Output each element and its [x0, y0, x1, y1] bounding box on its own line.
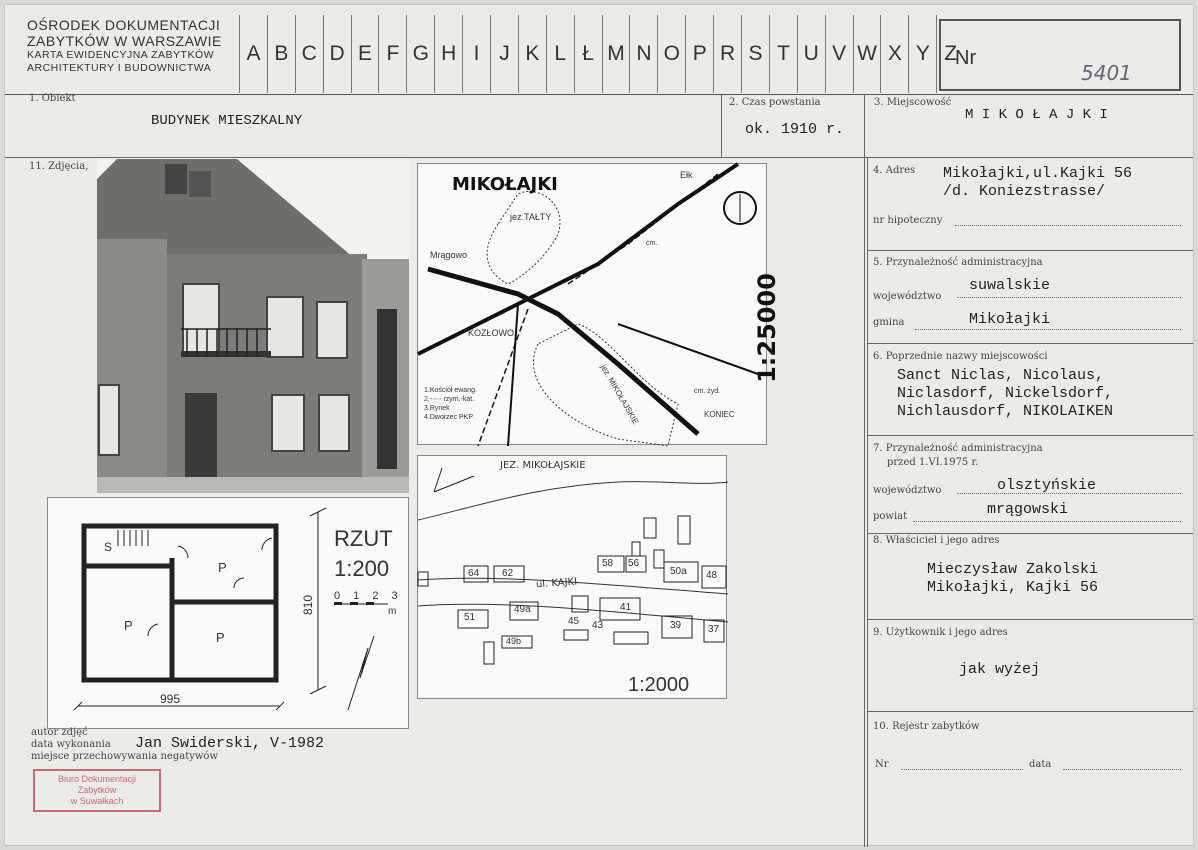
index-letter: M — [602, 15, 630, 93]
institution-block — [27, 17, 235, 75]
index-letters — [239, 15, 964, 93]
rejestr-nr-label: Nr — [875, 759, 889, 770]
wlasciciel-label: 8. Właściciel i jego adres — [873, 535, 1000, 546]
site-plan-scale: 1:2000 — [628, 674, 690, 696]
map-legend-4: 4.Dworzec PKP — [424, 414, 474, 421]
stamp-line-1: Biuro Dokumentacji Zabytków — [57, 774, 137, 795]
map-place-lake-talty: jez.TAŁTY — [510, 212, 552, 222]
czas-label: 2. Czas powstania — [729, 97, 821, 108]
house-51: 51 — [464, 612, 476, 623]
map-place-koniec: KONIEC — [704, 410, 735, 419]
site-plan — [417, 455, 727, 699]
index-letter: R — [713, 15, 741, 93]
miejscowosc-label: 3. Miejscowość — [874, 97, 952, 108]
town-map — [417, 163, 781, 445]
floorplan-scale: 1:200 — [334, 556, 390, 581]
house-49b: 49b — [506, 636, 522, 646]
wojewodztwo-label: województwo — [873, 291, 942, 302]
czas-value: ok. 1910 r. — [745, 121, 845, 138]
hipoteczny-label: nr hipoteczny — [873, 215, 943, 226]
powiat-value: mrągowski — [987, 501, 1069, 518]
house-50a: 50a — [670, 566, 687, 577]
index-letter: P — [685, 15, 713, 93]
index-letter: V — [825, 15, 853, 93]
map-place-kozlowo: KOZŁOWO — [468, 328, 515, 338]
poprzednie-line-1: Sanct Niclas, Nicolaus, — [897, 367, 1105, 384]
index-letter: U — [797, 15, 825, 93]
floorplan-unit: m — [388, 606, 397, 617]
institution-line-3: KARTA EWIDENCYJNA ZABYTKÓW — [27, 49, 215, 61]
house-41: 41 — [620, 602, 632, 613]
miejsce-label: miejsce przechowywania negatywów — [31, 751, 218, 762]
house-64: 64 — [468, 568, 480, 579]
house-62: 62 — [502, 568, 514, 579]
index-letter: O — [657, 15, 685, 93]
map-place-cm: cm. — [646, 240, 658, 247]
obiekt-label: 1. Obiekt — [29, 93, 76, 104]
index-letter: Ł — [574, 15, 602, 93]
map-legend — [424, 386, 477, 422]
map-title: MIKOŁAJKI — [452, 174, 558, 195]
map-legend-2: 2.-·-·- rzym.-kat. — [424, 396, 475, 403]
map-legend-3: 3.Rynek — [424, 405, 450, 412]
obiekt-value: BUDYNEK MIESZKALNY — [151, 113, 303, 129]
index-letter: D — [323, 15, 351, 93]
index-letter: I — [462, 15, 490, 93]
house-45: 45 — [568, 616, 580, 627]
index-letter: N — [629, 15, 657, 93]
room-label-1: P — [218, 560, 227, 575]
nr-box — [939, 19, 1181, 91]
floorplan-scalebar: 0 1 2 3 — [334, 590, 403, 602]
index-letter: Z — [936, 15, 964, 93]
uzytkownik-value: jak wyżej — [959, 661, 1041, 678]
index-letter: Y — [908, 15, 936, 93]
uzytkownik-label: 9. Użytkownik i jego adres — [873, 627, 1008, 638]
site-plan-lake: JEZ. MIKOŁAJSKIE — [500, 460, 586, 471]
index-letter: K — [518, 15, 546, 93]
index-letter: B — [267, 15, 295, 93]
institution-line-4: ARCHITEKTURY I BUDOWNICTWA — [27, 62, 212, 74]
wojewodztwo-value: suwalskie — [969, 277, 1051, 294]
map-scale: 1:25000 — [752, 273, 781, 383]
map-place-elk: Ełk — [680, 170, 693, 180]
autor-label: autor zdjęć — [31, 727, 88, 738]
house-43: 43 — [592, 620, 604, 631]
institution-line-2: ZABYTKÓW W WARSZAWIE — [27, 33, 222, 49]
rejestr-label: 10. Rejestr zabytków — [873, 721, 980, 732]
gmina-label: gmina — [873, 317, 905, 328]
room-label-3: P — [216, 630, 225, 645]
rejestr-data-label: data — [1029, 759, 1052, 770]
nr-label: Nr — [955, 47, 977, 69]
floorplan-height-dim: 810 — [301, 594, 316, 616]
index-letter: A — [239, 15, 267, 93]
floorplan-width-dim: 995 — [160, 692, 181, 706]
adres-line-2: /d. Koniezstrasse/ — [943, 183, 1106, 200]
office-stamp — [33, 769, 161, 812]
house-37: 37 — [708, 624, 720, 635]
poprzednie-line-2: Niclasdorf, Nickelsdorf, — [897, 385, 1114, 402]
adres-line-1: Mikołajki,ul.Kajki 56 — [943, 165, 1133, 182]
building-photo — [97, 159, 409, 493]
index-letter: G — [406, 15, 434, 93]
wlasciciel-line-2: Mikołajki, Kajki 56 — [927, 579, 1099, 596]
floorplan-title: RZUT — [334, 526, 393, 551]
nr-value: 5401 — [1081, 61, 1132, 85]
powiat-label: powiat — [873, 511, 908, 522]
room-label-2: P — [124, 618, 133, 633]
przed-1975-label: przed 1.VI.1975 r. — [887, 457, 979, 468]
index-letter: W — [853, 15, 881, 93]
wojewodztwo-1975-value: olsztyńskie — [997, 477, 1097, 494]
photo-author-date: Jan Swiderski, V-1982 — [135, 735, 325, 752]
map-place-cm-zyd: cm. żyd. — [694, 388, 721, 395]
stamp-line-2: w Suwałkach — [70, 796, 124, 806]
site-plan-street: ul. KAJKI — [535, 576, 578, 591]
house-58: 58 — [602, 558, 614, 569]
index-letter: H — [434, 15, 462, 93]
miejscowosc-value: M I K O Ł A J K I — [965, 107, 1108, 123]
zdjecia-label: 11. Zdjęcia, — [29, 161, 89, 172]
index-letter: S — [741, 15, 769, 93]
house-49a: 49a — [514, 604, 531, 615]
stair-label: S — [104, 540, 113, 554]
index-letter: E — [351, 15, 379, 93]
index-letter: X — [880, 15, 908, 93]
przynaleznosc-1975-label: 7. Przynależność administracyjna — [873, 443, 1043, 454]
index-letter: T — [769, 15, 797, 93]
house-39: 39 — [670, 620, 682, 631]
map-place-mragowo: Mrągowo — [430, 250, 468, 260]
adres-label: 4. Adres — [873, 165, 916, 176]
index-letter: L — [546, 15, 574, 93]
wlasciciel-line-1: Mieczysław Zakolski — [927, 561, 1099, 578]
index-letter: F — [378, 15, 406, 93]
data-wykonania-label: data wykonania — [31, 739, 111, 750]
poprzednie-label: 6. Poprzednie nazwy miejscowości — [873, 351, 1048, 362]
house-56: 56 — [628, 558, 640, 569]
index-letter: C — [295, 15, 323, 93]
poprzednie-line-3: Nichlausdorf, NIKOLAIKEN — [897, 403, 1114, 420]
floor-plan — [47, 497, 409, 729]
inventory-card — [4, 4, 1194, 846]
house-48: 48 — [706, 570, 718, 581]
institution-line-1: OŚRODEK DOKUMENTACJI — [27, 17, 221, 33]
wojewodztwo-1975-label: województwo — [873, 485, 942, 496]
index-letter: J — [490, 15, 518, 93]
map-legend-1: 1.Kościół ewang. — [424, 387, 477, 394]
map-place-lake-mikolajskie: jez. MIKOŁAJSKIE — [598, 363, 641, 426]
gmina-value: Mikołajki — [969, 311, 1051, 328]
przynaleznosc-label: 5. Przynależność administracyjna — [873, 257, 1043, 268]
